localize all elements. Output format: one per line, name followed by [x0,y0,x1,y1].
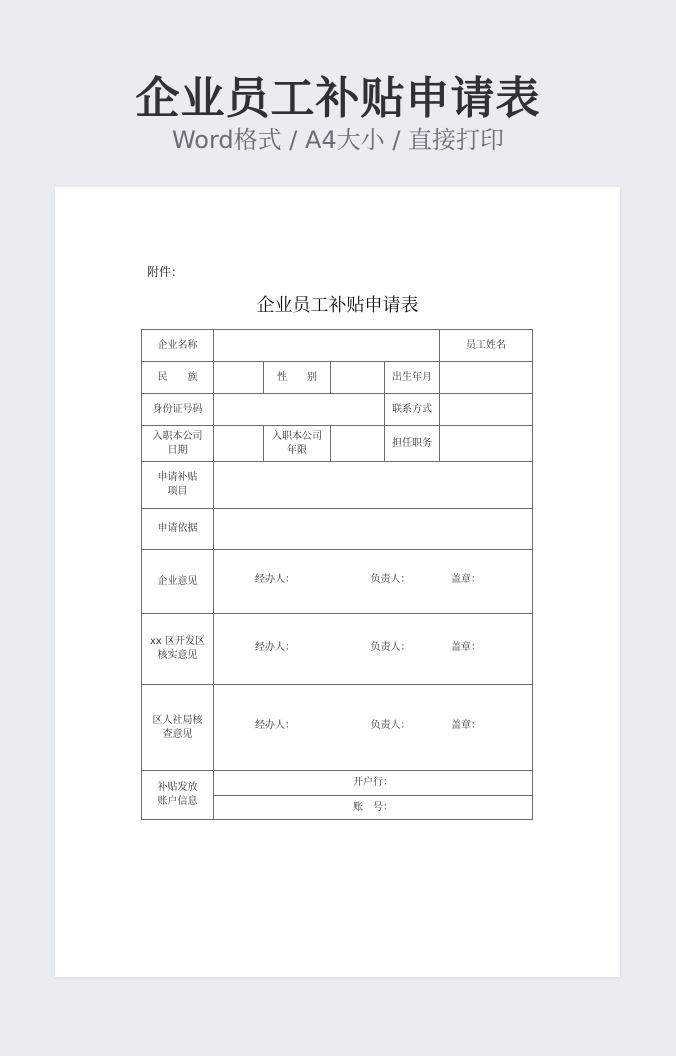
label-company-opinion: 企业意见 [142,550,214,614]
field-tenure[interactable] [331,426,385,462]
signature-row [214,719,532,736]
field-basis[interactable] [214,509,533,550]
label-district-opinion-line1: xx 区开发区 [149,636,205,647]
stamp-label: 盖章： [451,720,481,731]
label-bureau-opinion [142,685,214,771]
label-payment-info [142,771,214,820]
label-join-date-line2: 日期 [167,444,188,456]
label-tenure-line1: 入职本公司 [272,430,322,442]
field-account[interactable]: 账 号： [214,796,533,820]
attachment-label: 附件： [147,265,184,279]
banner-title: 企业员工补贴申请表 [135,73,541,124]
signature-row [214,641,532,658]
stamp-label: 盖章： [451,641,481,653]
application-form-table [141,329,533,820]
label-contact: 联系方式 [385,394,440,426]
banner-subtitle: Word格式 / A4大小 / 直接打印 [171,126,505,154]
label-subsidy-item [142,462,214,509]
field-position[interactable] [440,426,533,462]
signature-row [214,573,532,590]
field-company-name[interactable] [214,330,440,362]
label-birth-date: 出生年月 [385,362,440,394]
label-id-number: 身份证号码 [142,394,214,426]
label-payment-info-line2: 账户信息 [157,796,198,807]
label-gender: 性 别 [264,362,331,394]
handler-label: 经办人： [255,641,295,653]
field-subsidy-item[interactable] [214,462,533,509]
field-bank[interactable]: 开户行： [214,771,533,796]
responsible-label: 负责人： [370,574,411,585]
label-employee-name: 员工姓名 [440,330,533,362]
field-ethnicity[interactable] [214,362,264,394]
responsible-label: 负责人： [370,641,411,653]
field-bureau-opinion[interactable] [214,685,533,771]
label-payment-info-line1: 补贴发放 [157,782,198,793]
field-join-date[interactable] [214,426,264,462]
label-join-date [142,426,214,462]
label-company-name: 企业名称 [142,330,214,362]
field-gender[interactable] [331,362,385,394]
label-bureau-opinion-line2: 查意见 [162,728,193,740]
label-basis: 申请依据 [142,509,214,550]
label-tenure [264,426,331,462]
field-contact[interactable] [440,394,533,426]
document-page [55,187,620,977]
field-district-opinion[interactable] [214,614,533,685]
label-district-opinion [142,614,214,685]
label-subsidy-item-line2: 项目 [167,486,188,497]
label-join-date-line1: 入职本公司 [152,430,203,442]
label-bureau-opinion-line1: 区人社局核 [152,714,203,726]
handler-label: 经办人： [255,574,295,585]
label-position: 担任职务 [385,426,440,462]
label-district-opinion-line2: 核实意见 [157,650,198,661]
form-title: 企业员工补贴申请表 [256,295,419,316]
responsible-label: 负责人： [370,720,411,731]
label-ethnicity: 民 族 [142,362,214,394]
label-subsidy-item-line1: 申请补贴 [157,472,198,483]
field-company-opinion[interactable] [214,550,533,614]
label-tenure-line2: 年限 [287,444,307,456]
stamp-label: 盖章： [451,574,481,585]
field-id-number[interactable] [214,394,385,426]
handler-label: 经办人： [255,720,295,731]
field-birth-date[interactable] [440,362,533,394]
